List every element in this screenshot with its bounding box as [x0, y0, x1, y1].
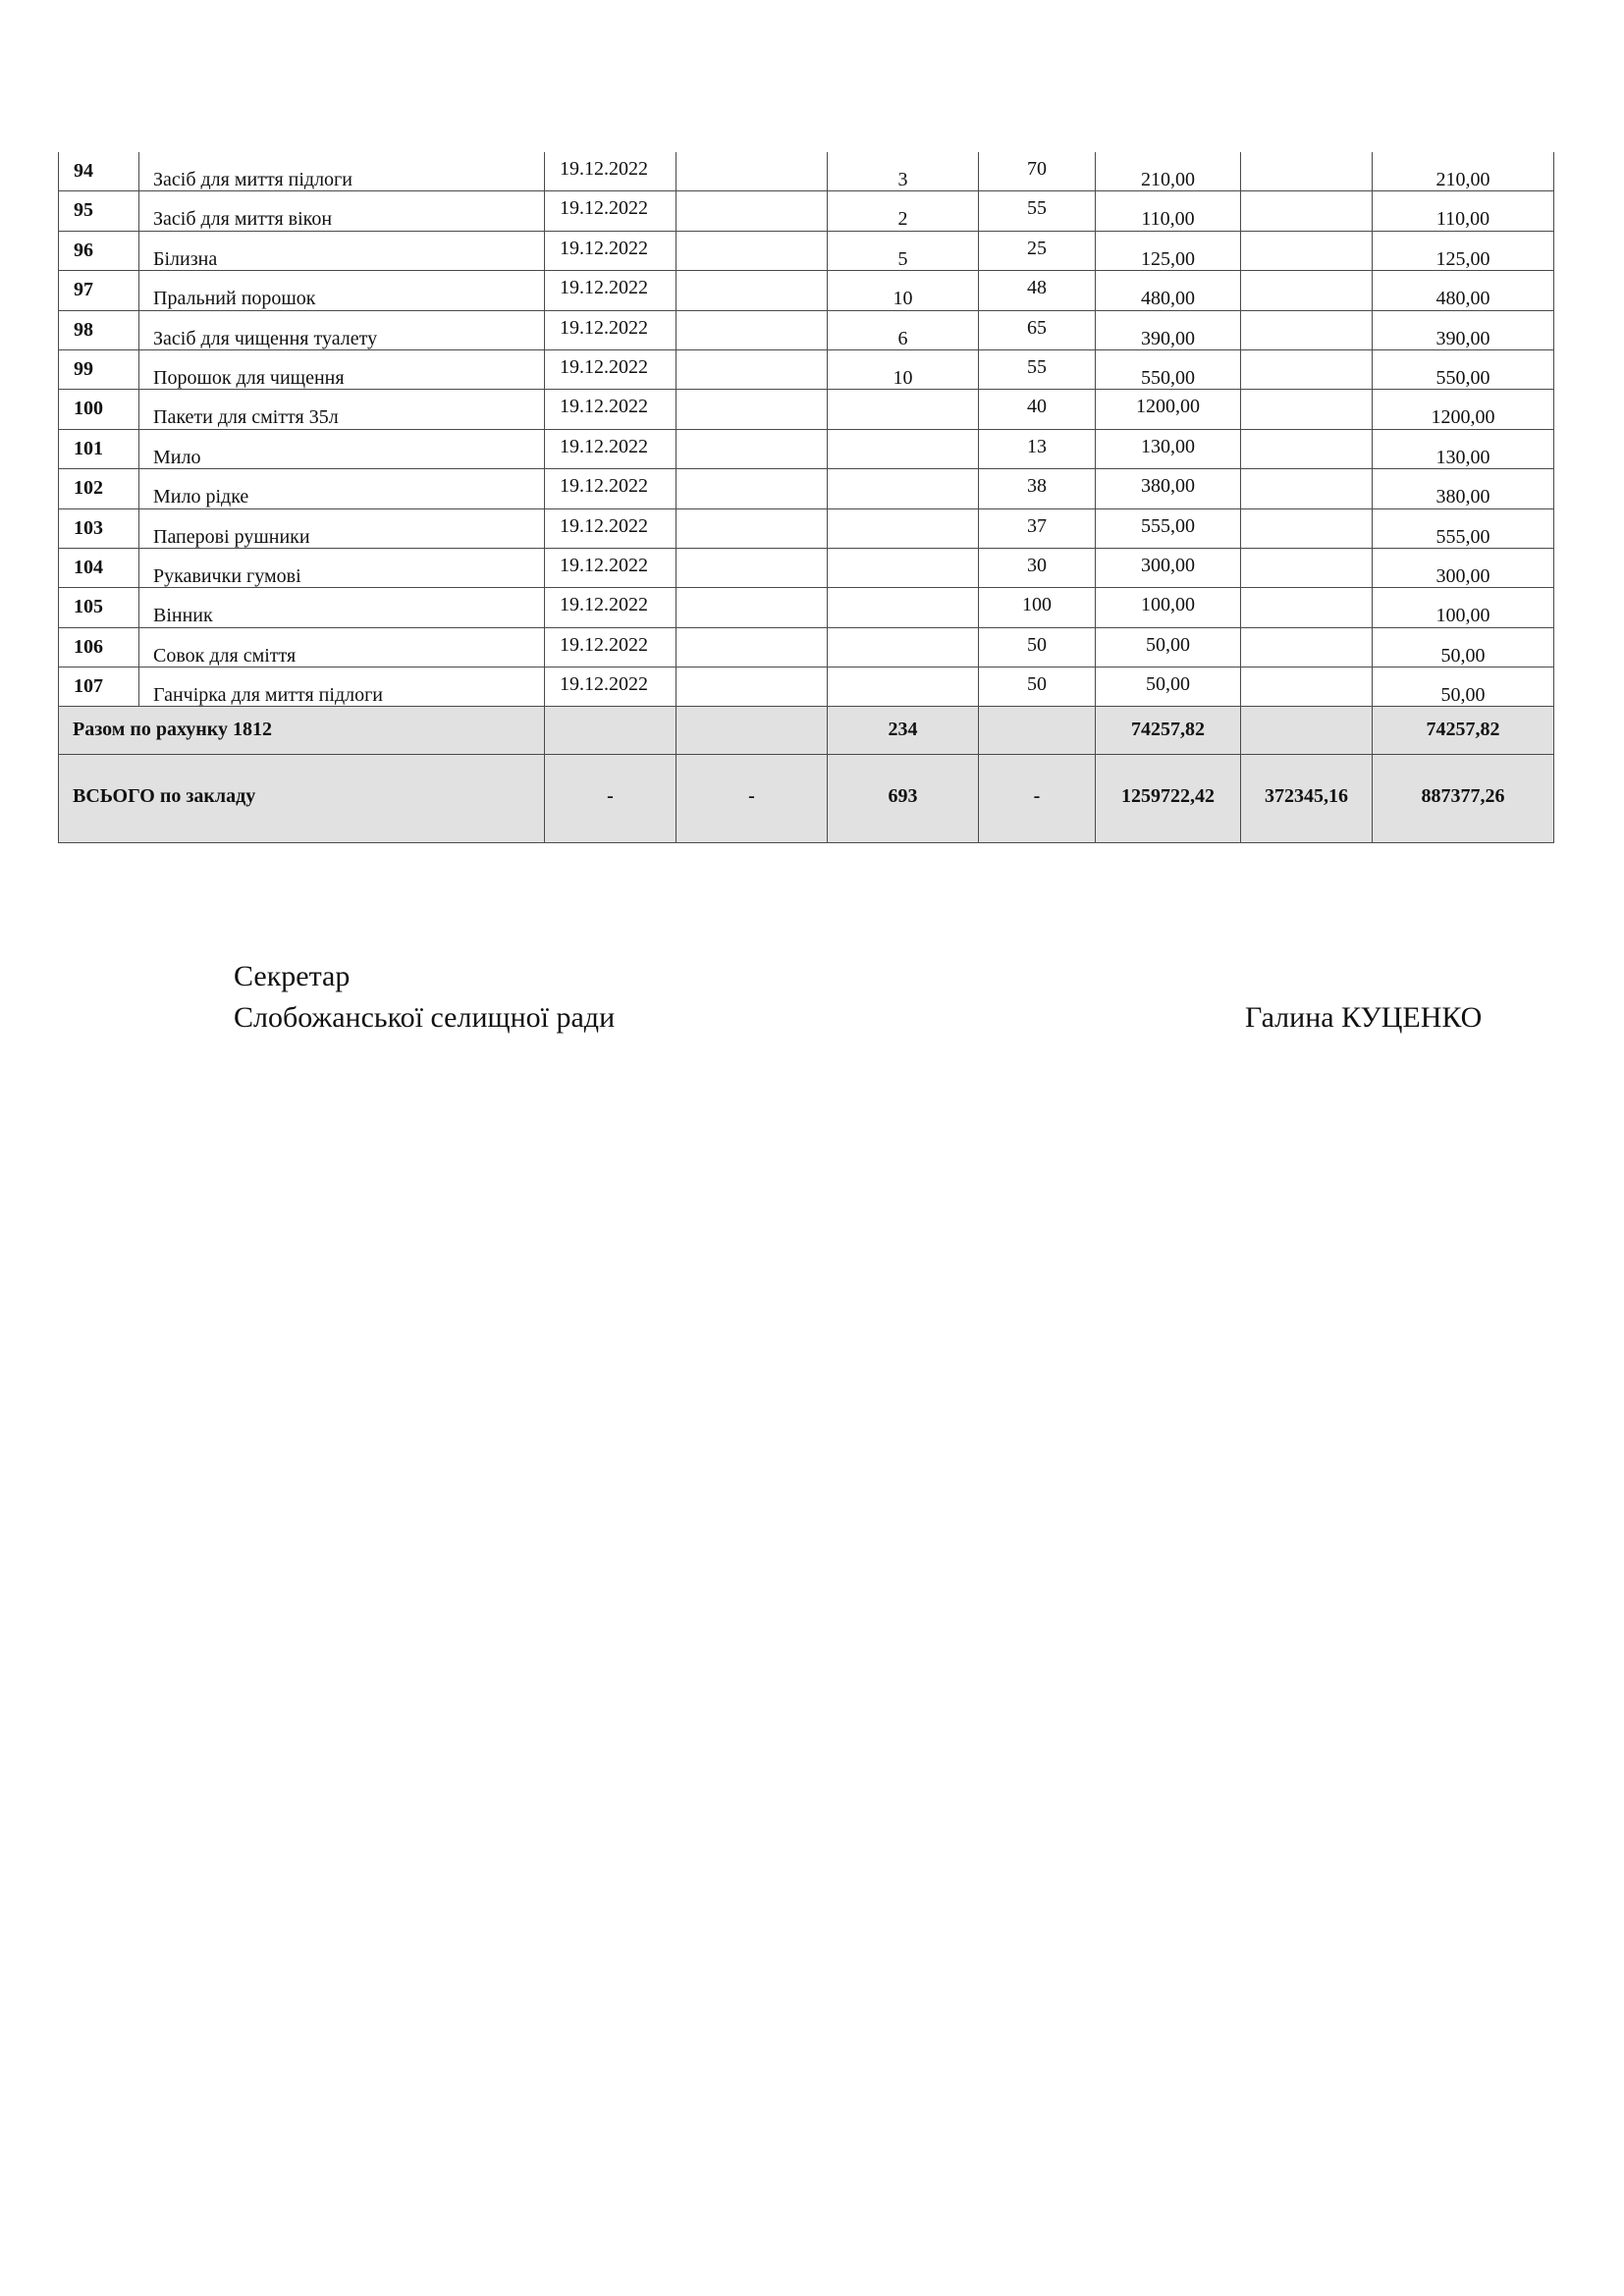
item-price: 40: [1027, 396, 1047, 418]
item-date: 19.12.2022: [560, 514, 648, 537]
item-date-cell: [545, 349, 677, 389]
item-qty: 2: [897, 208, 908, 231]
table-row: [59, 231, 1554, 270]
table-row: [59, 469, 1554, 508]
subtotal-wear-cell: [1241, 707, 1373, 755]
item-wear-cell: [1241, 429, 1373, 468]
item-wear-cell: [1241, 271, 1373, 310]
subtotal-rest: 74257,82: [1426, 719, 1500, 741]
total-wear-cell: [1241, 755, 1373, 843]
item-price: 65: [1027, 316, 1047, 339]
item-col4-cell: [677, 231, 828, 270]
row-number-cell: [59, 231, 139, 270]
item-col4-cell: [677, 390, 828, 429]
row-number-cell: [59, 667, 139, 707]
table-row: [59, 548, 1554, 587]
item-name: Совок для сміття: [153, 644, 297, 667]
table-row: [59, 271, 1554, 310]
table-row: [59, 588, 1554, 627]
item-qty: 10: [893, 366, 913, 389]
item-col4-cell: [677, 667, 828, 707]
row-number-cell: [59, 627, 139, 667]
item-rest: 50,00: [1440, 684, 1486, 707]
item-col4-cell: [677, 191, 828, 231]
item-date-cell: [545, 627, 677, 667]
row-number: 106: [74, 635, 103, 658]
item-col4-cell: [677, 429, 828, 468]
total-rest: 887377,26: [1421, 785, 1505, 808]
total-price-cell: [979, 755, 1096, 843]
item-sum: 390,00: [1141, 327, 1195, 349]
item-rest: 550,00: [1435, 366, 1490, 389]
item-sum: 50,00: [1146, 673, 1190, 696]
inventory-table: [58, 152, 1554, 843]
total-col4: -: [748, 785, 755, 808]
item-sum: 555,00: [1141, 514, 1195, 537]
item-rest-cell: [1373, 310, 1554, 349]
item-rest: 210,00: [1435, 169, 1490, 190]
item-col4-cell: [677, 271, 828, 310]
item-sum: 1200,00: [1136, 396, 1200, 418]
total-rest-cell: [1373, 755, 1554, 843]
item-date-cell: [545, 667, 677, 707]
total-qty-cell: [828, 755, 979, 843]
item-sum-cell: [1096, 548, 1241, 587]
item-qty-cell: [828, 469, 979, 508]
item-price-cell: [979, 548, 1096, 587]
item-rest-cell: [1373, 508, 1554, 548]
item-price: 50: [1027, 673, 1047, 696]
item-name-cell: [139, 548, 545, 587]
item-date-cell: [545, 548, 677, 587]
item-qty: 3: [897, 169, 908, 190]
item-rest: 50,00: [1440, 644, 1486, 667]
item-sum: 550,00: [1141, 366, 1195, 389]
item-col4-cell: [677, 548, 828, 587]
item-sum: 380,00: [1141, 475, 1195, 498]
total-col4-cell: [677, 755, 828, 843]
item-price: 70: [1027, 158, 1047, 180]
item-date-cell: [545, 271, 677, 310]
item-qty-cell: [828, 390, 979, 429]
item-wear-cell: [1241, 349, 1373, 389]
row-number: 99: [74, 357, 93, 380]
item-price-cell: [979, 310, 1096, 349]
item-name: Засіб для чищення туалету: [153, 327, 378, 349]
row-number-cell: [59, 429, 139, 468]
item-qty-cell: [828, 231, 979, 270]
item-price: 38: [1027, 475, 1047, 498]
table-row: [59, 429, 1554, 468]
item-name-cell: [139, 191, 545, 231]
row-number-cell: [59, 390, 139, 429]
item-name: Білизна: [153, 247, 218, 270]
total-sum-cell: [1096, 755, 1241, 843]
item-rest: 480,00: [1435, 288, 1490, 310]
item-name-cell: [139, 508, 545, 548]
total-label: ВСЬОГО по закладу: [73, 785, 256, 808]
item-sum-cell: [1096, 667, 1241, 707]
row-number: 94: [74, 160, 93, 182]
item-date-cell: [545, 152, 677, 191]
item-sum-cell: [1096, 627, 1241, 667]
item-price-cell: [979, 667, 1096, 707]
item-name: Рукавички гумові: [153, 564, 301, 587]
row-number-cell: [59, 310, 139, 349]
item-price-cell: [979, 508, 1096, 548]
item-col4-cell: [677, 349, 828, 389]
row-number: 100: [74, 398, 103, 420]
item-rest-cell: [1373, 429, 1554, 468]
item-rest: 555,00: [1435, 525, 1490, 548]
table-row: [59, 667, 1554, 707]
item-name-cell: [139, 231, 545, 270]
item-rest-cell: [1373, 390, 1554, 429]
item-name: Пральний порошок: [153, 288, 316, 310]
item-rest-cell: [1373, 469, 1554, 508]
item-sum-cell: [1096, 310, 1241, 349]
item-name-cell: [139, 667, 545, 707]
item-rest: 100,00: [1435, 605, 1490, 627]
item-qty-cell: [828, 349, 979, 389]
item-price: 30: [1027, 554, 1047, 576]
item-name: Пакети для сміття 35л: [153, 406, 339, 429]
item-price: 25: [1027, 237, 1047, 259]
item-sum-cell: [1096, 271, 1241, 310]
item-rest: 380,00: [1435, 486, 1490, 508]
item-price: 48: [1027, 277, 1047, 299]
item-rest: 130,00: [1435, 446, 1490, 468]
item-date: 19.12.2022: [560, 197, 648, 220]
item-date-cell: [545, 469, 677, 508]
row-number: 103: [74, 516, 103, 539]
item-sum: 210,00: [1141, 169, 1195, 190]
item-rest: 1200,00: [1431, 406, 1495, 429]
item-rest: 390,00: [1435, 327, 1490, 349]
item-qty-cell: [828, 191, 979, 231]
item-sum: 110,00: [1141, 208, 1195, 231]
item-date: 19.12.2022: [560, 633, 648, 656]
item-qty-cell: [828, 548, 979, 587]
item-sum: 50,00: [1146, 633, 1190, 656]
item-rest-cell: [1373, 152, 1554, 191]
row-number: 97: [74, 279, 93, 301]
item-price-cell: [979, 152, 1096, 191]
subtotal-label-cell: [59, 707, 545, 755]
item-wear-cell: [1241, 390, 1373, 429]
item-wear-cell: [1241, 469, 1373, 508]
item-name-cell: [139, 469, 545, 508]
total-price: -: [1033, 785, 1041, 808]
subtotal-rest-cell: [1373, 707, 1554, 755]
subtotal-qty: 234: [888, 719, 918, 741]
table-row: [59, 310, 1554, 349]
table-row: [59, 191, 1554, 231]
subtotal-sum-cell: [1096, 707, 1241, 755]
signature-position-line2: Слобожанської селищної ради: [234, 1001, 616, 1034]
item-col4-cell: [677, 469, 828, 508]
table-body: [59, 152, 1554, 707]
item-date-cell: [545, 588, 677, 627]
item-name-cell: [139, 588, 545, 627]
subtotal-col4-cell: [677, 707, 828, 755]
item-name: Паперові рушники: [153, 525, 310, 548]
item-col4-cell: [677, 310, 828, 349]
item-name-cell: [139, 152, 545, 191]
item-price: 55: [1027, 355, 1047, 378]
item-wear-cell: [1241, 310, 1373, 349]
total-qty: 693: [888, 785, 918, 808]
item-col4-cell: [677, 627, 828, 667]
item-price-cell: [979, 390, 1096, 429]
item-qty-cell: [828, 152, 979, 191]
item-wear-cell: [1241, 191, 1373, 231]
item-rest-cell: [1373, 191, 1554, 231]
row-number-cell: [59, 508, 139, 548]
item-name: Вінник: [153, 605, 213, 627]
item-rest-cell: [1373, 667, 1554, 707]
row-number-cell: [59, 191, 139, 231]
item-name-cell: [139, 627, 545, 667]
item-wear-cell: [1241, 152, 1373, 191]
item-rest-cell: [1373, 349, 1554, 389]
item-price: 50: [1027, 633, 1047, 656]
item-price: 37: [1027, 514, 1047, 537]
item-name: Засіб для миття вікон: [153, 208, 333, 231]
total-row: [59, 755, 1554, 843]
item-wear-cell: [1241, 231, 1373, 270]
item-sum: 130,00: [1141, 435, 1195, 457]
item-date-cell: [545, 508, 677, 548]
total-sum: 1259722,42: [1121, 785, 1215, 808]
item-date: 19.12.2022: [560, 673, 648, 696]
table-row: [59, 390, 1554, 429]
total-label-cell: [59, 755, 545, 843]
row-number: 95: [74, 199, 93, 222]
item-date: 19.12.2022: [560, 396, 648, 418]
item-col4-cell: [677, 588, 828, 627]
item-sum-cell: [1096, 429, 1241, 468]
subtotal-qty-cell: [828, 707, 979, 755]
item-date: 19.12.2022: [560, 435, 648, 457]
total-date: -: [607, 785, 614, 808]
item-date: 19.12.2022: [560, 594, 648, 616]
item-date-cell: [545, 231, 677, 270]
row-number-cell: [59, 349, 139, 389]
item-sum-cell: [1096, 191, 1241, 231]
row-number: 102: [74, 477, 103, 500]
item-rest-cell: [1373, 588, 1554, 627]
item-name-cell: [139, 390, 545, 429]
item-price-cell: [979, 429, 1096, 468]
item-sum-cell: [1096, 349, 1241, 389]
subtotal-price-cell: [979, 707, 1096, 755]
item-col4-cell: [677, 508, 828, 548]
row-number: 96: [74, 239, 93, 261]
item-wear-cell: [1241, 588, 1373, 627]
subtotal-sum: 74257,82: [1131, 719, 1205, 741]
table-row: [59, 349, 1554, 389]
total-wear: 372345,16: [1265, 785, 1348, 808]
item-price-cell: [979, 271, 1096, 310]
item-qty-cell: [828, 588, 979, 627]
total-date-cell: [545, 755, 677, 843]
item-price-cell: [979, 191, 1096, 231]
row-number-cell: [59, 469, 139, 508]
table-row: [59, 508, 1554, 548]
item-rest: 300,00: [1435, 564, 1490, 587]
item-qty: 10: [893, 288, 913, 310]
item-qty-cell: [828, 271, 979, 310]
item-price: 13: [1027, 435, 1047, 457]
item-wear-cell: [1241, 627, 1373, 667]
row-number-cell: [59, 271, 139, 310]
row-number: 101: [74, 437, 103, 459]
item-date-cell: [545, 310, 677, 349]
item-date: 19.12.2022: [560, 277, 648, 299]
signature-position-line1: Секретар: [234, 960, 351, 992]
item-qty-cell: [828, 627, 979, 667]
item-price-cell: [979, 469, 1096, 508]
item-price-cell: [979, 231, 1096, 270]
item-qty-cell: [828, 667, 979, 707]
item-sum: 100,00: [1141, 594, 1195, 616]
item-qty-cell: [828, 310, 979, 349]
subtotal-date-cell: [545, 707, 677, 755]
item-sum-cell: [1096, 508, 1241, 548]
row-number: 105: [74, 596, 103, 618]
item-name-cell: [139, 429, 545, 468]
item-date-cell: [545, 390, 677, 429]
item-price: 100: [1022, 594, 1052, 616]
item-name-cell: [139, 271, 545, 310]
item-wear-cell: [1241, 508, 1373, 548]
table-row: [59, 152, 1554, 191]
item-name: Мило: [153, 446, 201, 468]
item-date-cell: [545, 191, 677, 231]
item-rest: 110,00: [1435, 208, 1490, 231]
item-rest-cell: [1373, 627, 1554, 667]
item-qty: 5: [897, 247, 908, 270]
item-qty: 6: [897, 327, 908, 349]
item-qty-cell: [828, 429, 979, 468]
item-sum-cell: [1096, 231, 1241, 270]
item-rest-cell: [1373, 548, 1554, 587]
row-number-cell: [59, 152, 139, 191]
item-rest-cell: [1373, 231, 1554, 270]
item-date: 19.12.2022: [560, 554, 648, 576]
item-date: 19.12.2022: [560, 237, 648, 259]
row-number: 104: [74, 556, 103, 578]
row-number-cell: [59, 588, 139, 627]
item-price: 55: [1027, 197, 1047, 220]
item-col4-cell: [677, 152, 828, 191]
item-date: 19.12.2022: [560, 355, 648, 378]
item-sum: 300,00: [1141, 554, 1195, 576]
item-name: Ганчірка для миття підлоги: [153, 684, 384, 707]
row-number: 98: [74, 318, 93, 341]
item-qty-cell: [828, 508, 979, 548]
item-sum-cell: [1096, 390, 1241, 429]
item-name-cell: [139, 310, 545, 349]
item-name-cell: [139, 349, 545, 389]
item-rest-cell: [1373, 271, 1554, 310]
item-sum: 125,00: [1141, 247, 1195, 270]
item-date: 19.12.2022: [560, 475, 648, 498]
item-name: Мило рідке: [153, 486, 249, 508]
subtotal-row: [59, 707, 1554, 755]
item-date: 19.12.2022: [560, 158, 648, 180]
item-price-cell: [979, 627, 1096, 667]
item-date-cell: [545, 429, 677, 468]
item-name: Засіб для миття підлоги: [153, 169, 352, 190]
row-number: 107: [74, 675, 103, 698]
item-name: Порошок для чищення: [153, 366, 345, 389]
item-date: 19.12.2022: [560, 316, 648, 339]
signature-name: Галина КУЦЕНКО: [1245, 1001, 1483, 1034]
item-sum-cell: [1096, 469, 1241, 508]
item-wear-cell: [1241, 548, 1373, 587]
item-sum-cell: [1096, 152, 1241, 191]
item-price-cell: [979, 588, 1096, 627]
row-number-cell: [59, 548, 139, 587]
table-row: [59, 627, 1554, 667]
item-price-cell: [979, 349, 1096, 389]
item-sum-cell: [1096, 588, 1241, 627]
item-rest: 125,00: [1435, 247, 1490, 270]
item-sum: 480,00: [1141, 288, 1195, 310]
subtotal-label: Разом по рахунку 1812: [73, 719, 273, 741]
item-wear-cell: [1241, 667, 1373, 707]
